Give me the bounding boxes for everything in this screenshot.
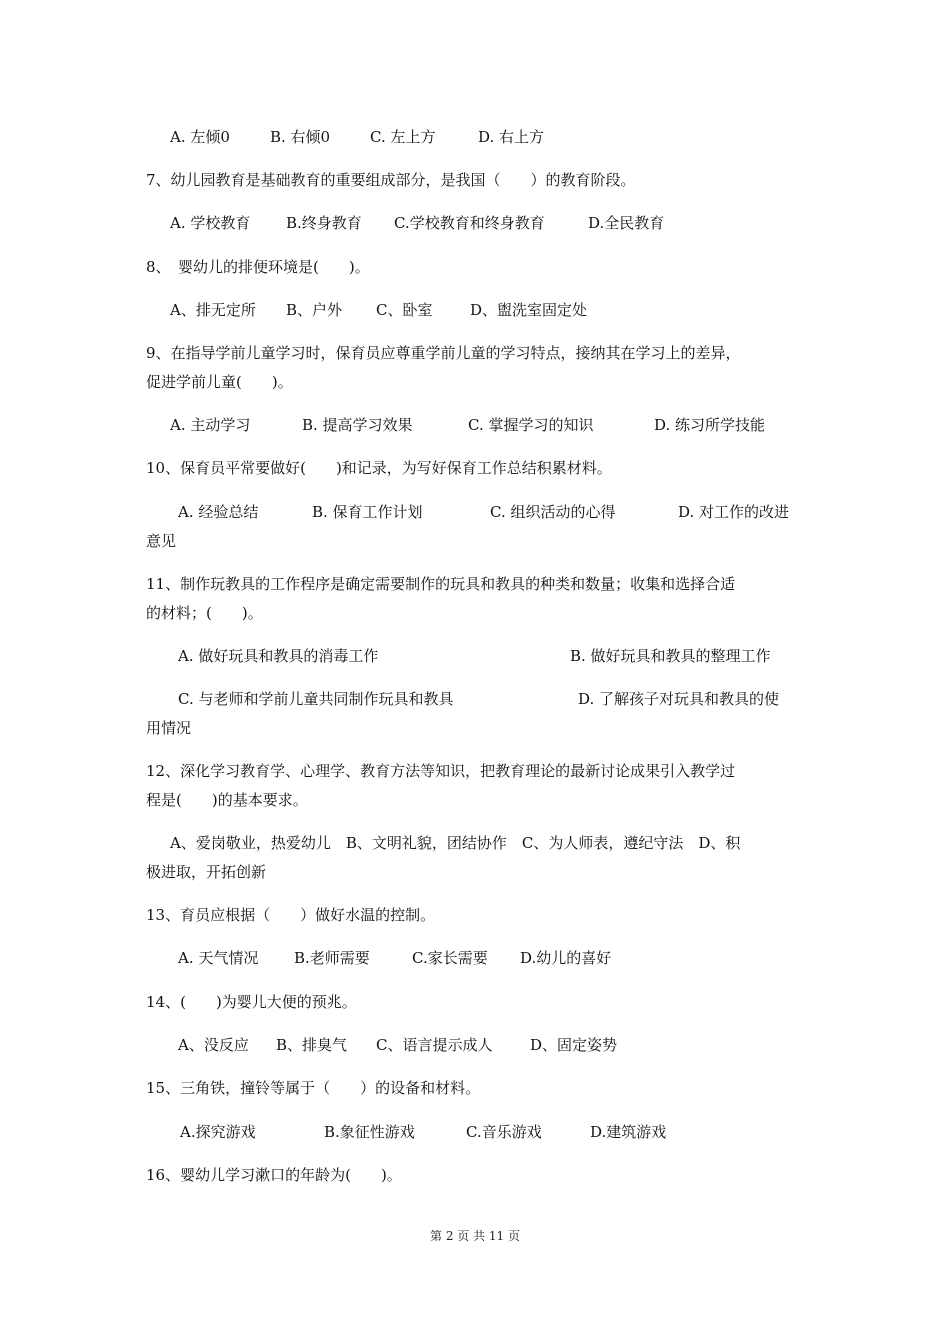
q10-option-b: B. 保育工作计划: [312, 503, 423, 521]
q11-stem-line-1: 11、制作玩教具的工作程序是确定需要制作的玩具和教具的种类和数量；收集和选择合适: [146, 575, 736, 593]
q11-option-b: B. 做好玩具和教具的整理工作: [570, 647, 771, 665]
q14-stem: 14、( )为婴儿大便的预兆。: [146, 993, 357, 1011]
page-footer: 第 2 页 共 11 页: [430, 1229, 520, 1243]
q8-option-d: D、盥洗室固定处: [470, 301, 588, 319]
q10-stem: 10、保育员平常要做好( )和记录，为写好保育工作总结积累材料。: [146, 459, 612, 477]
q9-option-b: B. 提高学习效果: [302, 416, 413, 434]
q13-stem: 13、育员应根据（ ）做好水温的控制。: [146, 906, 436, 924]
q10-option-d: D. 对工作的改进: [678, 503, 790, 521]
q12-stem-line-2: 程是( )的基本要求。: [146, 791, 308, 809]
q10-options-continued: 意见: [146, 532, 177, 550]
q14-option-b: B、排臭气: [276, 1036, 348, 1054]
q13-option-a: A. 天气情况: [178, 949, 259, 967]
q6-option-c: C. 左上方: [370, 128, 436, 146]
q14-option-a: A、没反应: [178, 1036, 249, 1054]
q7-stem: 7、幼儿园教育是基础教育的重要组成部分，是我国（ ）的教育阶段。: [146, 171, 636, 189]
q6-option-a: A. 左倾0: [170, 128, 230, 146]
q9-stem-line-1: 9、在指导学前儿童学习时，保育员应尊重学前儿童的学习特点，接纳其在学习上的差异，: [146, 344, 741, 362]
q12-stem-line-1: 12、深化学习教育学、心理学、教育方法等知识，把教育理论的最新讨论成果引入教学过: [146, 762, 736, 780]
q9-option-a: A. 主动学习: [170, 416, 251, 434]
q8-option-c: C、卧室: [376, 301, 433, 319]
q7-option-b: B.终身教育: [286, 214, 362, 232]
q15-option-b: B.象征性游戏: [324, 1123, 415, 1141]
q8-stem: 8、 婴幼儿的排便环境是( )。: [146, 258, 370, 276]
q13-option-c: C.家长需要: [412, 949, 488, 967]
q15-stem: 15、三角铁，撞铃等属于（ ）的设备和材料。: [146, 1079, 481, 1097]
q9-option-d: D. 练习所学技能: [654, 416, 766, 434]
q8-option-a: A、排无定所: [170, 301, 256, 319]
q7-option-d: D.全民教育: [588, 214, 665, 232]
q7-option-a: A. 学校教育: [170, 214, 251, 232]
q14-option-d: D、固定姿势: [530, 1036, 618, 1054]
q13-option-d: D.幼儿的喜好: [520, 949, 612, 967]
q15-option-d: D.建筑游戏: [590, 1123, 667, 1141]
q11-option-c: C. 与老师和学前儿童共同制作玩具和教具: [178, 690, 454, 708]
q11-stem-line-2: 的材料；( )。: [146, 604, 263, 622]
q9-option-c: C. 掌握学习的知识: [468, 416, 594, 434]
q12-options-line-2: 极进取，开拓创新: [146, 863, 267, 881]
q12-options-line-1: A、爱岗敬业，热爱幼儿 B、文明礼貌，团结协作 C、为人师表，遵纪守法 D、积: [170, 834, 741, 852]
q11-options-continued: 用情况: [146, 719, 192, 737]
q10-option-c: C. 组织活动的心得: [490, 503, 616, 521]
q15-option-c: C.音乐游戏: [466, 1123, 542, 1141]
q10-option-a: A. 经验总结: [178, 503, 259, 521]
q11-option-a: A. 做好玩具和教具的消毒工作: [178, 647, 379, 665]
q6-option-d: D. 右上方: [478, 128, 545, 146]
q8-option-b: B、户外: [286, 301, 343, 319]
q9-stem-line-2: 促进学前儿童( )。: [146, 373, 293, 391]
q16-stem: 16、婴幼儿学习漱口的年龄为( )。: [146, 1166, 402, 1184]
q13-option-b: B.老师需要: [294, 949, 370, 967]
q7-option-c: C.学校教育和终身教育: [394, 214, 545, 232]
q11-option-d: D. 了解孩子对玩具和教具的使: [578, 690, 780, 708]
q6-option-b: B. 右倾0: [270, 128, 331, 146]
q14-option-c: C、语言提示成人: [376, 1036, 493, 1054]
q15-option-a: A.探究游戏: [180, 1123, 256, 1141]
